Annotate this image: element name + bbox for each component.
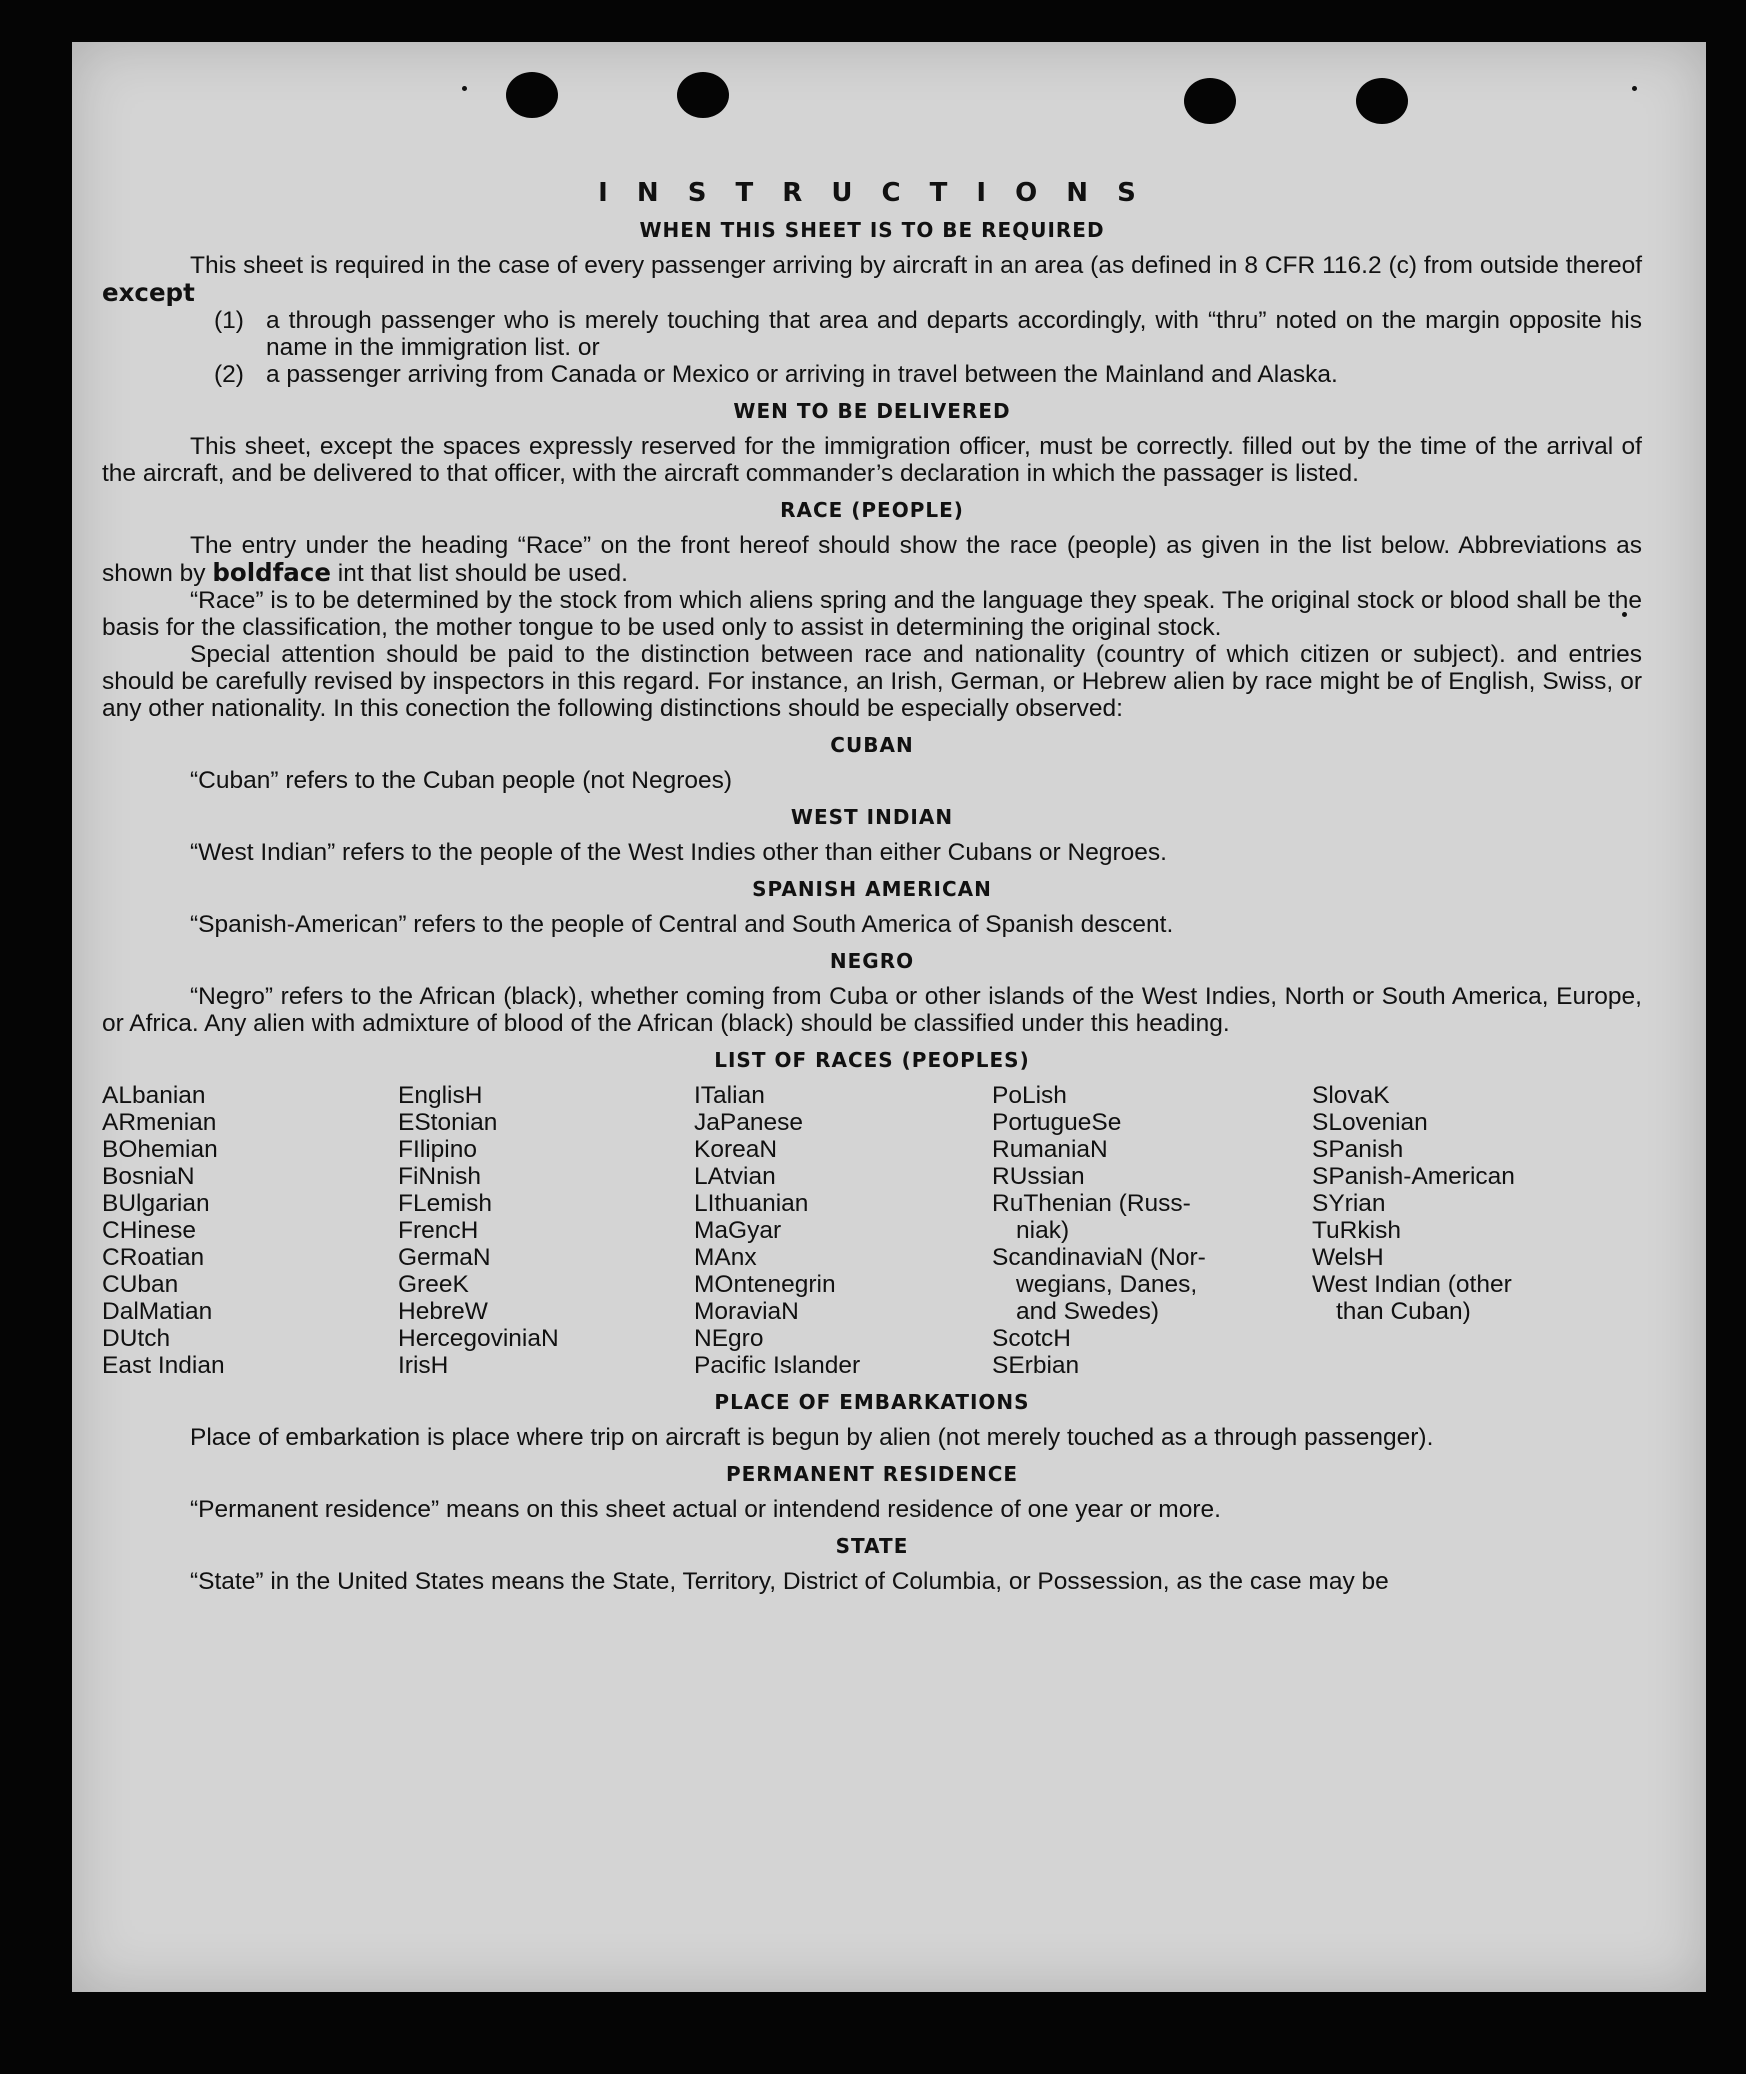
heading-cuban: CUBAN	[830, 733, 914, 757]
races-list	[102, 1082, 1642, 1379]
race-entry: FrencH	[398, 1217, 479, 1244]
embarkation-text: Place of embarkation is place where trip on aircraft is begun by alien (not merely touched as a through passenger).	[190, 1424, 1434, 1451]
race-entry: DalMatian	[102, 1298, 213, 1325]
race-entry: SLovenian	[1312, 1109, 1428, 1136]
race-entry: SErbian	[992, 1352, 1080, 1379]
residence-text: “Permanent residence” means on this sheet actual or intendend residence of one year or more.	[190, 1496, 1221, 1523]
punch-hole	[1356, 78, 1408, 124]
punch-hole	[506, 72, 558, 118]
race-paragraph-1: The entry under the heading “Race” on the front hereof should show the race (people) as given in the list below. Abbreviations as shown by boldface int that list should be used.	[102, 532, 1642, 587]
race-entry: WelsH	[1312, 1244, 1384, 1271]
race-entry: MAnx	[694, 1244, 757, 1271]
heading-list-of-races: LIST OF RACES (PEOPLES)	[714, 1048, 1030, 1072]
except-bold: except	[102, 278, 195, 307]
heading-west-indian: WEST INDIAN	[790, 805, 954, 829]
race-entry: IrisH	[398, 1352, 449, 1379]
heading-state: STATE	[835, 1534, 909, 1558]
when-delivered-text: This sheet, except the spaces expressly reserved for the immigration officer, must be correctly. filled out by the time of the arrival of the aircraft, and be delivered to that officer, with the aircraft commander’s declaration in which the passager is listed.	[102, 433, 1642, 487]
race-entry: CUban	[102, 1271, 179, 1298]
race-paragraph-3: Special attention should be paid to the distinction between race and nationality (country of which citizen or subject). and entries should be carefully revised by inspectors in this regard. For instance, an Irish, German, or Hebrew alien by race might be of English, Swiss, or any other nationality. In this conection the following distinctions should be especially observed:	[102, 641, 1642, 722]
race-entry: HercegoviniaN	[398, 1325, 559, 1352]
race-entry: FLemish	[398, 1190, 492, 1217]
race-entry: GermaN	[398, 1244, 491, 1271]
race-entry: LAtvian	[694, 1163, 776, 1190]
race-entry: SPanish	[1312, 1136, 1404, 1163]
exception-item: (1) a through passenger who is merely touching that area and departs accordingly, with “thru” noted on the margin opposite his name in the immigration list. or	[214, 307, 1642, 361]
heading-embarkation: PLACE OF EMBARKATIONS	[714, 1390, 1030, 1414]
race-entry: BOhemian	[102, 1136, 218, 1163]
race-entry: MOntenegrin	[694, 1271, 836, 1298]
races-column-3	[694, 1082, 992, 1379]
race-entry: and Swedes)	[1016, 1298, 1160, 1325]
spanish-american-text: “Spanish-American” refers to the people of Central and South America of Spanish descent.	[190, 911, 1174, 938]
exception-item: (2) a passenger arriving from Canada or Mexico or arriving in travel between the Mainland and Alaska.	[214, 361, 1338, 388]
race-entry: West Indian (other	[1312, 1271, 1512, 1298]
race-entry: TuRkish	[1312, 1217, 1401, 1244]
race-entry: DUtch	[102, 1325, 171, 1352]
heading-when-delivered: WEN TO BE DELIVERED	[733, 399, 1011, 423]
heading-permanent-residence: PERMANENT RESIDENCE	[725, 1462, 1019, 1486]
race-entry: ScotcH	[992, 1325, 1071, 1352]
race-entry: RUssian	[992, 1163, 1085, 1190]
races-column-5	[1312, 1082, 1612, 1379]
race-entry: RumaniaN	[992, 1136, 1108, 1163]
punch-hole	[677, 72, 729, 118]
race-entry: SYrian	[1312, 1190, 1386, 1217]
race-entry: wegians, Danes,	[1016, 1271, 1198, 1298]
race-entry: RuThenian (Russ-	[992, 1190, 1191, 1217]
west-indian-text: “West Indian” refers to the people of the West Indies other than either Cubans or Negroes.	[190, 839, 1167, 866]
race-entry: FIlipino	[398, 1136, 477, 1163]
race-entry: EnglisH	[398, 1082, 483, 1109]
race-entry: FiNnish	[398, 1163, 482, 1190]
race-entry: ScandinaviaN (Nor-	[992, 1244, 1206, 1271]
heading-negro: NEGRO	[829, 949, 915, 973]
ink-speck	[462, 86, 467, 91]
page-title: I N S T R U C T I O N S	[598, 178, 1146, 208]
race-entry: BosniaN	[102, 1163, 195, 1190]
race-entry: MaGyar	[694, 1217, 782, 1244]
races-column-1	[102, 1082, 398, 1379]
ink-speck	[1632, 86, 1637, 91]
race-entry: EStonian	[398, 1109, 498, 1136]
race-entry: Pacific Islander	[694, 1352, 861, 1379]
races-column-2	[398, 1082, 694, 1379]
race-entry: JaPanese	[694, 1109, 803, 1136]
race-entry: MoraviaN	[694, 1298, 799, 1325]
race-entry: niak)	[1016, 1217, 1070, 1244]
state-text: “State” in the United States means the State, Territory, District of Columbia, or Possession, as the case may be	[190, 1568, 1389, 1595]
race-entry: SPanish-American	[1312, 1163, 1515, 1190]
negro-text: “Negro” refers to the African (black), whether coming from Cuba or other islands of the West Indies, North or South America, Europe, or Africa. Any alien with admixture of blood of the African (black) should be classified under this heading.	[102, 983, 1642, 1037]
race-paragraph-2: “Race” is to be determined by the stock from which aliens spring and the language they speak. The original stock or blood shall be the basis for the classification, the mother tongue to be used only to assist in determining the original stock.	[102, 587, 1642, 641]
race-entry: ARmenian	[102, 1109, 217, 1136]
race-entry: PortugueSe	[992, 1109, 1122, 1136]
race-entry: SlovaK	[1312, 1082, 1390, 1109]
heading-spanish-american: SPANISH AMERICAN	[752, 877, 992, 901]
race-entry: CRoatian	[102, 1244, 205, 1271]
race-entry: HebreW	[398, 1298, 488, 1325]
race-entry: LIthuanian	[694, 1190, 809, 1217]
race-entry: than Cuban)	[1336, 1298, 1471, 1325]
instructions-content	[102, 180, 1642, 1595]
race-entry: PoLish	[992, 1082, 1067, 1109]
when-required-intro: This sheet is required in the case of every passenger arriving by aircraft in an area (as defined in 8 CFR 116.2 (c) from outside thereof except	[102, 252, 1642, 307]
document-sheet	[72, 42, 1706, 1992]
cuban-text: “Cuban” refers to the Cuban people (not Negroes)	[190, 767, 733, 794]
race-entry: GreeK	[398, 1271, 469, 1298]
race-entry: BUlgarian	[102, 1190, 210, 1217]
races-column-4	[992, 1082, 1312, 1379]
heading-race: RACE (PEOPLE)	[780, 498, 964, 522]
heading-when-required: WHEN THIS SHEET IS TO BE REQUIRED	[639, 218, 1105, 242]
boldface-word: boldface	[212, 558, 331, 587]
race-entry: ITalian	[694, 1082, 765, 1109]
race-entry: CHinese	[102, 1217, 196, 1244]
race-entry: East Indian	[102, 1352, 225, 1379]
punch-hole	[1184, 78, 1236, 124]
race-entry: NEgro	[694, 1325, 764, 1352]
race-entry: KoreaN	[694, 1136, 778, 1163]
race-entry: ALbanian	[102, 1082, 206, 1109]
